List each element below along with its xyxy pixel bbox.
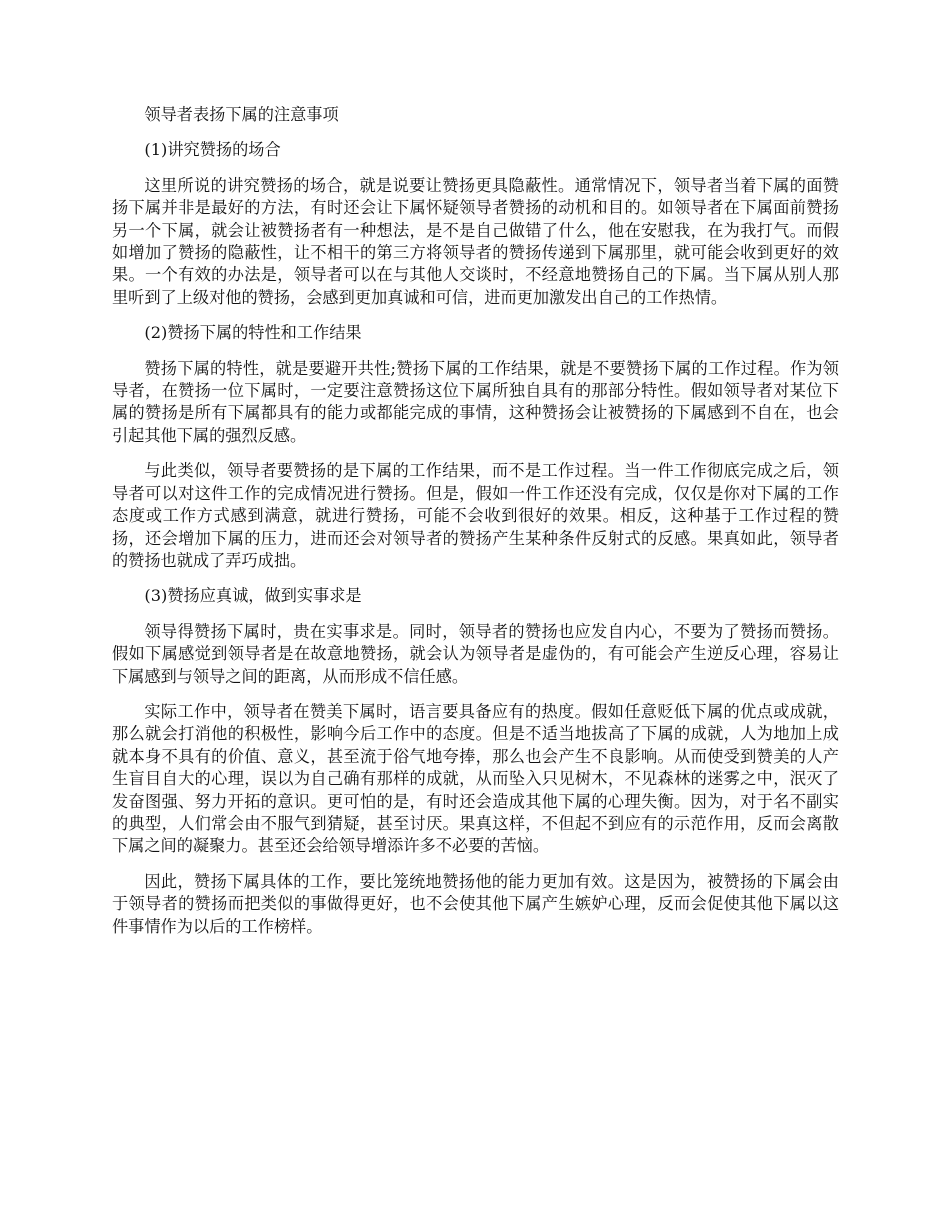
document-page bbox=[112, 104, 839, 951]
section-heading-3: (3)赞扬应真诚，做到实事求是 bbox=[144, 586, 362, 606]
body-paragraph-2: 赞扬下属的特性，就是要避开共性;赞扬下属的工作结果，就是不要赞扬下属的工作过程。作为领导者，在赞扬一位下属时，一定要注意赞扬这位下属所独自具有的那部分特性。假如领导者对某位下属的赞扬是所有下属都具有的能力或都能完成的事情，这种赞扬会让被赞扬的下属感到不自在，也会引起其他下属的强烈反感。 bbox=[112, 358, 839, 445]
document-title: 领导者表扬下属的注意事项 bbox=[144, 105, 339, 124]
body-paragraph-5: 实际工作中，领导者在赞美下属时，语言要具备应有的热度。假如任意贬低下属的优点或成就，那么就会打消他的积极性，影响今后工作中的态度。但是不适当地拔高了下属的成就，人为地加上成就本身不具有的价值、意义，甚至流于俗气地夸捧，那么也会产生不良影响。从而使受到赞美的人产生盲目自大的心理，误以为自己确有那样的成就，从而坠入只见树木，不见森林的迷雾之中，泯灭了发奋图强、努力开拓的意识。更可怕的是，有时还会造成其他下属的心理失衡。因为，对于名不副实的典型，人们常会由不服气到猜疑，甚至讨厌。果真这样，不但起不到应有的示范作用，反而会离散下属之间的凝聚力。甚至还会给领导增添许多不必要的苦恼。 bbox=[112, 701, 839, 856]
body-paragraph-3: 与此类似，领导者要赞扬的是下属的工作结果，而不是工作过程。当一件工作彻底完成之后，领导者可以对这件工作的完成情况进行赞扬。但是，假如一件工作还没有完成，仅仅是你对下属的工作态度或工作方式感到满意，就进行赞扬，可能不会收到很好的效果。相反，这种基于工作过程的赞扬，还会增加下属的压力，进而还会对领导者的赞扬产生某种条件反射式的反感。果真如此，领导者的赞扬也就成了弄巧成拙。 bbox=[112, 461, 839, 570]
body-paragraph-6: 因此，赞扬下属具体的工作，要比笼统地赞扬他的能力更加有效。这是因为，被赞扬的下属会由于领导者的赞扬而把类似的事做得更好，也不会使其他下属产生嫉妒心理，反而会促使其他下属以这件事情作为以后的工作榜样。 bbox=[112, 871, 839, 936]
section-heading-2: (2)赞扬下属的特性和工作结果 bbox=[144, 323, 362, 343]
section-heading-1: (1)讲究赞扬的场合 bbox=[144, 140, 281, 160]
body-paragraph-4: 领导得赞扬下属时，贵在实事求是。同时，领导者的赞扬也应发自内心，不要为了赞扬而赞扬。假如下属感觉到领导者是在故意地赞扬，就会认为领导者是虚伪的，有可能会产生逆反心理，容易让下属感到与领导之间的距离，从而形成不信任感。 bbox=[112, 621, 839, 686]
body-paragraph-1: 这里所说的讲究赞扬的场合，就是说要让赞扬更具隐蔽性。通常情况下，领导者当着下属的面赞扬下属并非是最好的方法，有时还会让下属怀疑领导者赞扬的动机和目的。如领导者在下属面前赞扬另一个下属，就会让被赞扬者有一种想法，是不是自己做错了什么，他在安慰我，在为我打气。而假如增加了赞扬的隐蔽性，让不相干的第三方将领导者的赞扬传递到下属那里，就可能会收到更好的效果。一个有效的办法是，领导者可以在与其他人交谈时，不经意地赞扬自己的下属。当下属从别人那里听到了上级对他的赞扬，会感到更加真诚和可信，进而更加激发出自己的工作热情。 bbox=[112, 175, 839, 307]
